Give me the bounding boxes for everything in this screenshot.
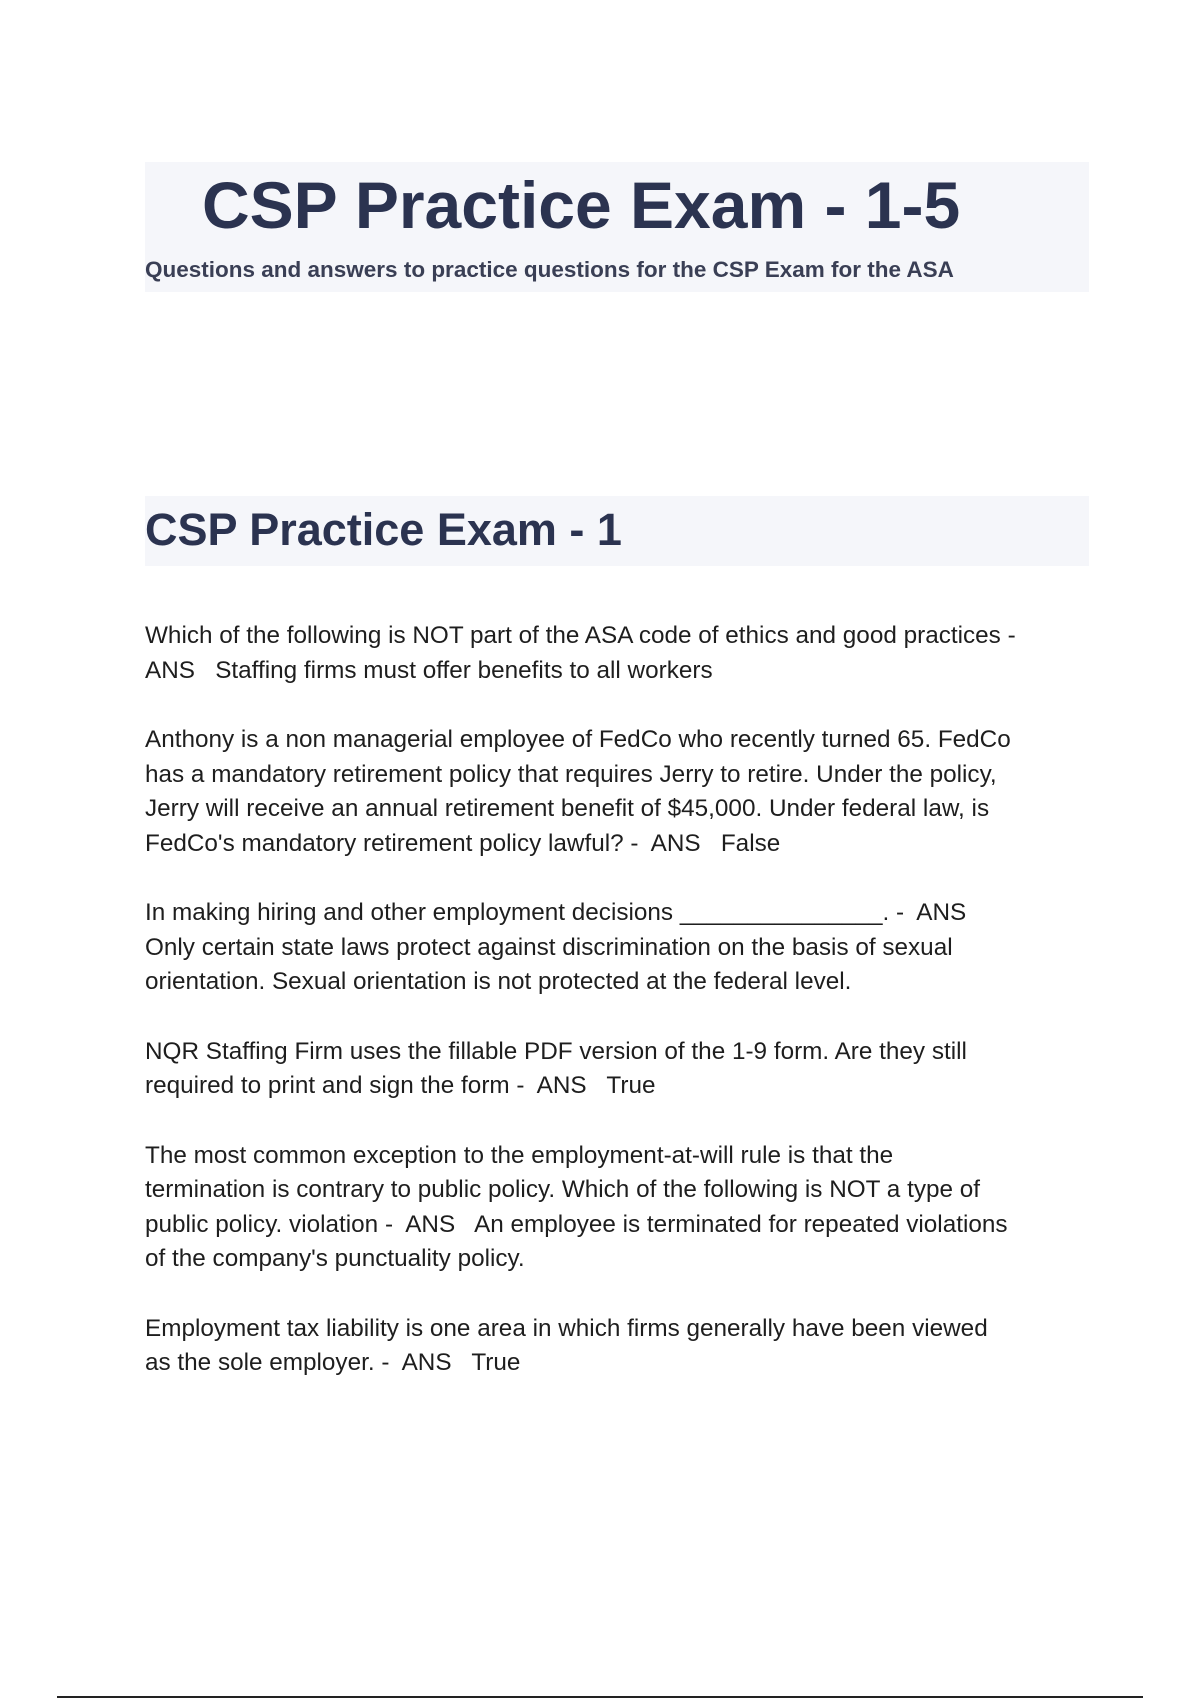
question-text-line: ANS Staffing firms must offer benefits to all workers — [145, 656, 713, 684]
question-text-line: Only certain state laws protect against discrimination on the basis of sexual — [145, 933, 953, 961]
question-text-line: Which of the following is NOT part of the ASA code of ethics and good practices - — [145, 622, 1016, 649]
question-text-line: of the company's punctuality policy. — [145, 1245, 525, 1272]
question-text-line: NQR Staffing Firm uses the fillable PDF version of the 1-9 form. Are they still — [145, 1037, 967, 1065]
question-text-line: Anthony is a non managerial employee of FedCo who recently turned 65. FedCo — [145, 726, 1011, 753]
question-text-line: as the sole employer. - ANS True — [145, 1349, 521, 1376]
question-text-line: termination is contrary to public policy. Which of the following is NOT a type of — [145, 1176, 981, 1203]
page-bottom-rule — [57, 1696, 1143, 1698]
question-text-line: FedCo's mandatory retirement policy lawful? - ANS False — [145, 829, 781, 857]
question-item — [145, 1312, 1095, 1381]
question-item — [145, 723, 1095, 861]
question-text-line: In making hiring and other employment decisions _______________. - ANS — [145, 899, 967, 926]
question-text-line: The most common exception to the employment-at-will rule is that the — [145, 1141, 894, 1169]
document-subtitle: Questions and answers to practice questions for the CSP Exam for the ASA — [145, 257, 954, 282]
question-item — [145, 619, 1095, 688]
question-item — [145, 1035, 1095, 1104]
section-title: CSP Practice Exam - 1 — [145, 504, 622, 555]
question-text-line: orientation. Sexual orientation is not protected at the federal level. — [145, 968, 852, 995]
question-text-line: required to print and sign the form - ANS True — [145, 1072, 656, 1099]
question-text-line: Jerry will receive an annual retirement benefit of $45,000. Under federal law, is — [145, 795, 990, 822]
document-header — [145, 162, 1089, 292]
question-list — [145, 619, 1095, 1416]
question-text-line: has a mandatory retirement policy that requires Jerry to retire. Under the policy, — [145, 760, 997, 788]
question-item — [145, 1139, 1095, 1277]
question-item — [145, 896, 1095, 1000]
question-text-line: public policy. violation - ANS An employee is terminated for repeated violations — [145, 1210, 1008, 1238]
section-header — [145, 496, 1089, 566]
question-text-line: Employment tax liability is one area in which firms generally have been viewed — [145, 1314, 988, 1342]
document-title: CSP Practice Exam - 1-5 — [202, 168, 961, 242]
